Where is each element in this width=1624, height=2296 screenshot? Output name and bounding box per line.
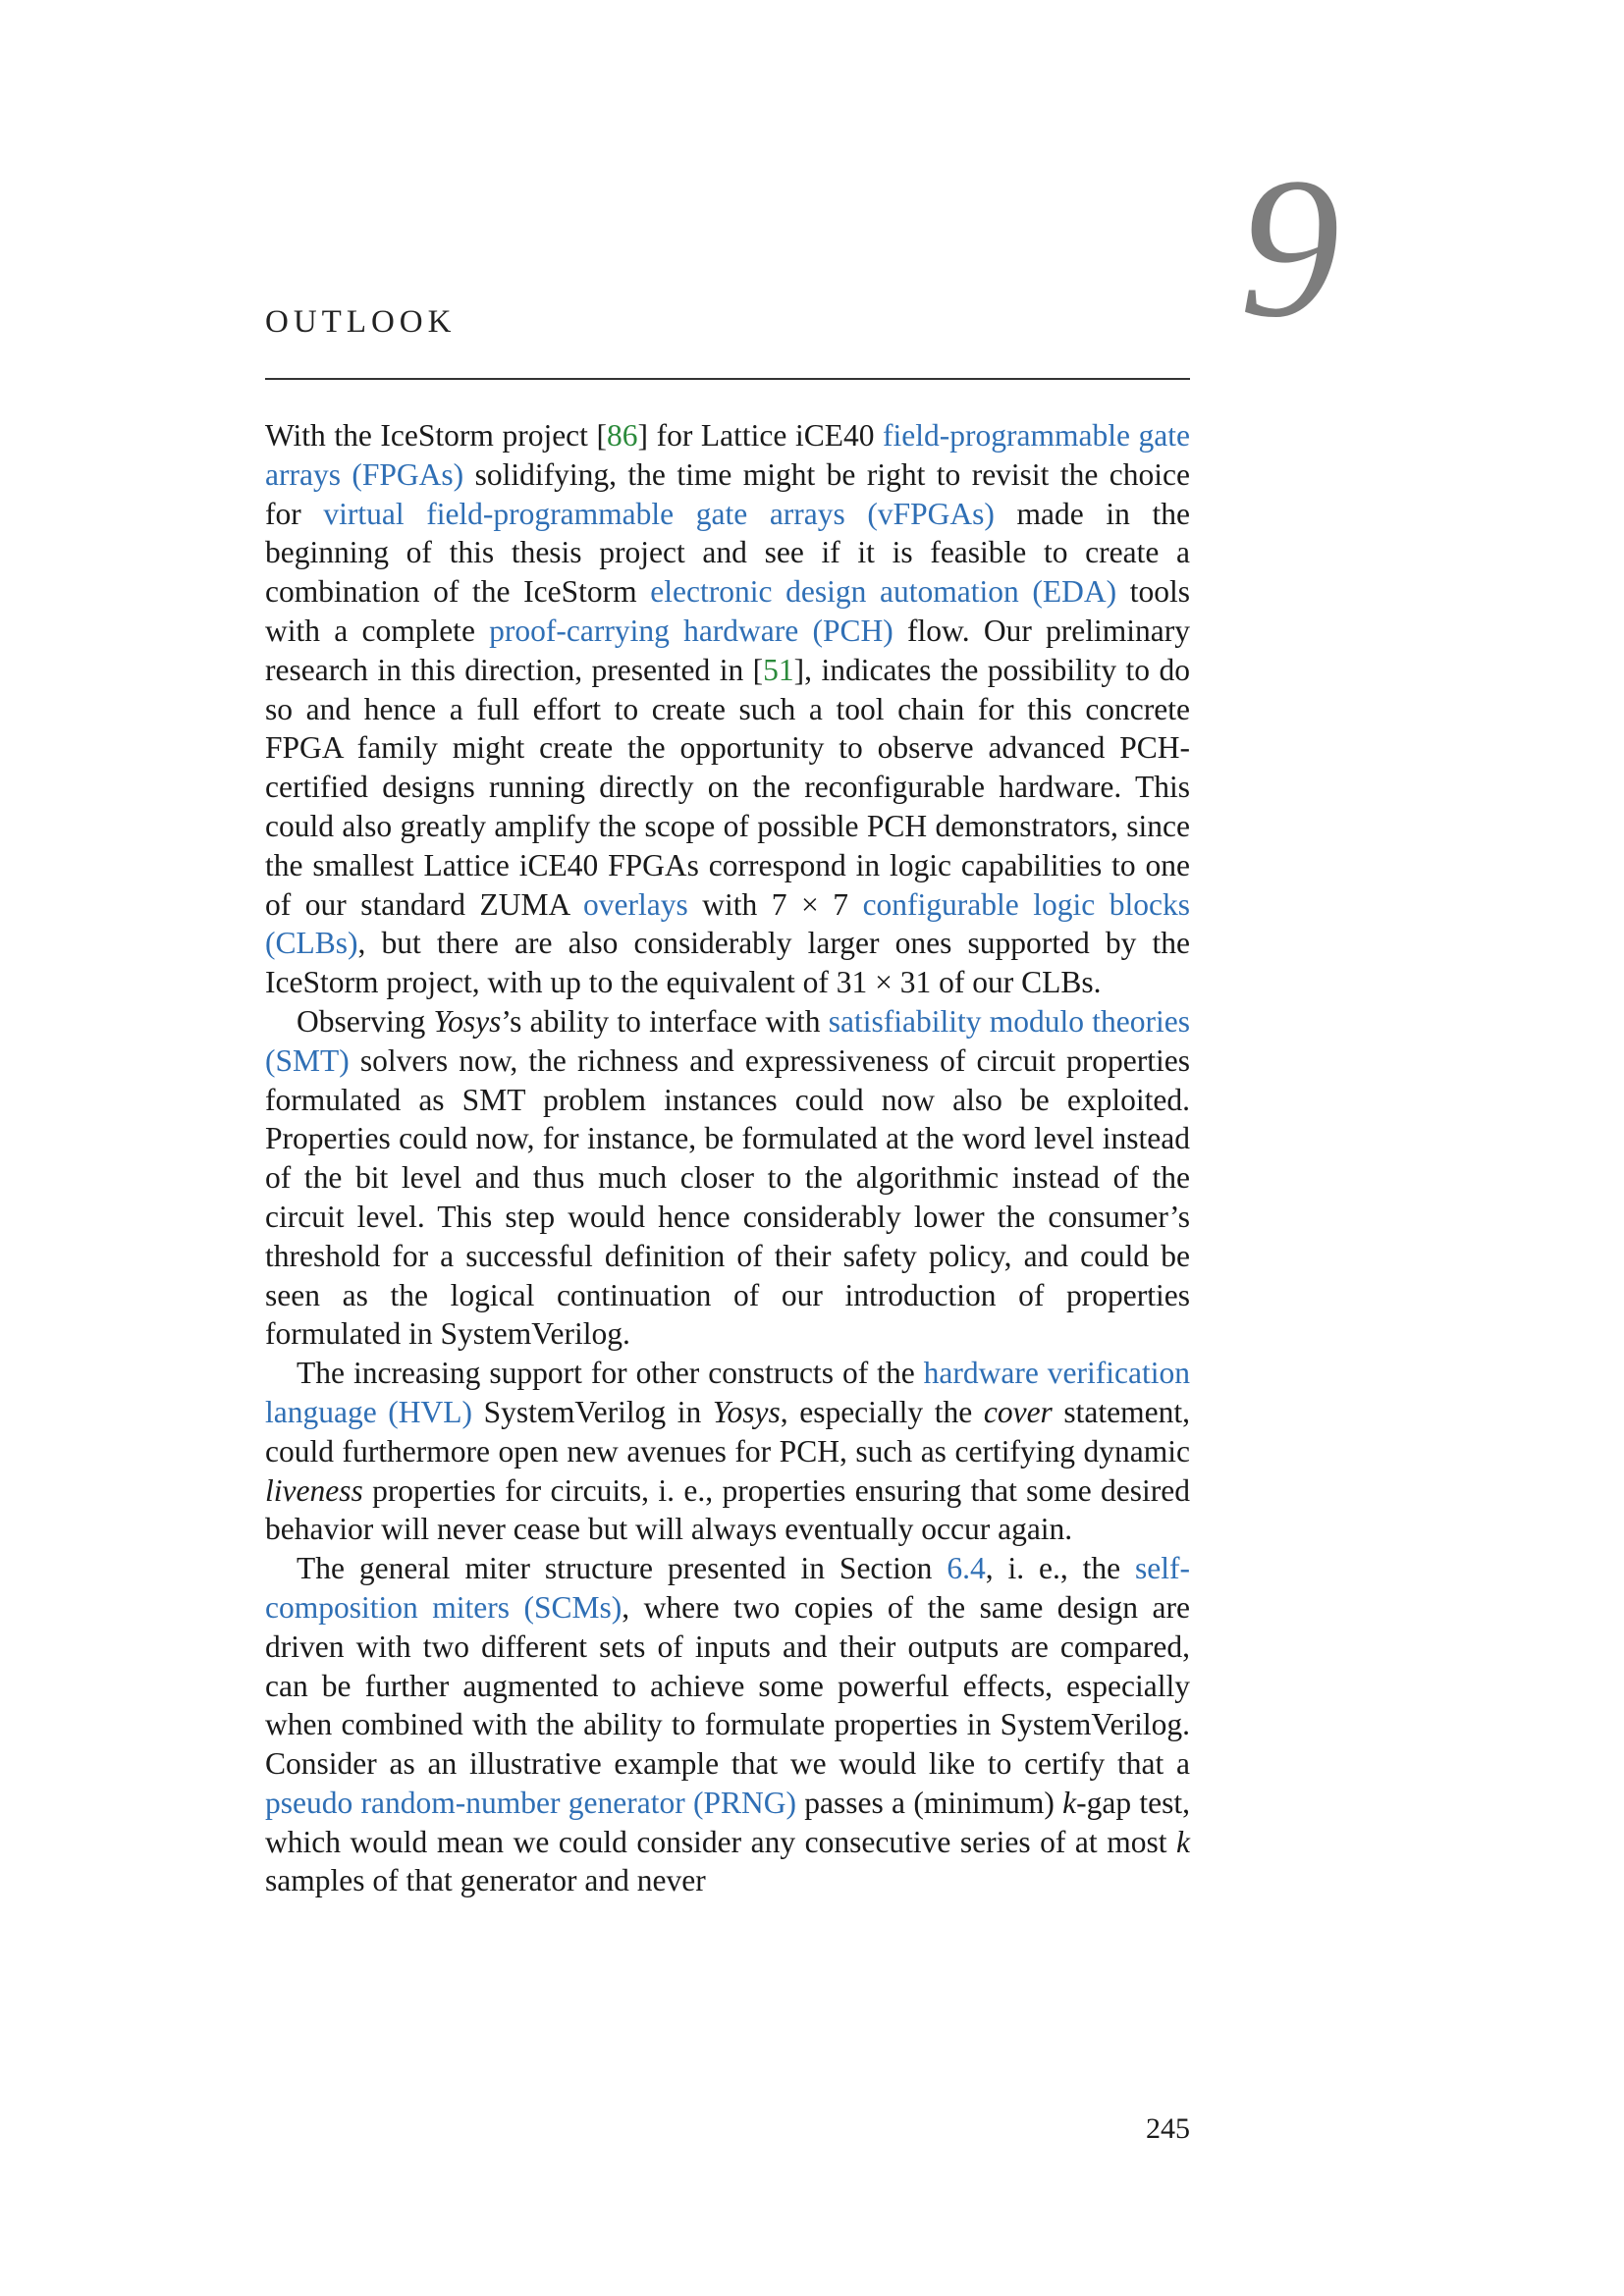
citation-link[interactable]: 86 <box>607 418 638 453</box>
text-run: solidifying, the time might be right to revisit the choice for <box>265 456 1190 531</box>
emphasis: Yosys <box>712 1394 781 1429</box>
acronym-link[interactable]: satisfiability modulo theories (SMT) <box>265 1003 1190 1078</box>
chapter-title: OUTLOOK <box>265 304 457 340</box>
acronym-link[interactable]: hardware verification language (HVL) <box>265 1356 1190 1429</box>
acronym-link[interactable]: virtual field-programmable gate arrays (vFPGAs) <box>323 496 995 531</box>
text-run: flow. Our preliminary research in this direction, presented in [ <box>265 613 1191 687</box>
text-run: tools with a complete <box>265 574 1190 648</box>
text-run: -gap test, which would mean we could consider any consecutive series of at most <box>265 1785 1190 1859</box>
text-run: properties for circuits, i. e., properties ensuring that some desired behavior will never cease but will always eventually occur again. <box>265 1472 1190 1547</box>
chapter-body <box>265 416 1190 1900</box>
section-link[interactable]: 6.4 <box>947 1551 986 1586</box>
citation-link[interactable]: 51 <box>763 652 794 687</box>
text-run: , but there are also considerably larger ones supported by the IceStorm project, with up to the equivalent of 31 × 31 of our CLBs. <box>265 926 1190 1000</box>
page-number: 245 <box>1146 2112 1190 2145</box>
paragraph-4 <box>265 1549 1190 1900</box>
acronym-link[interactable]: pseudo random-number generator (PRNG) <box>265 1785 796 1820</box>
chapter-title-rule <box>265 378 1190 380</box>
text-run: statement, could furthermore open new avenues for PCH, such as certifying dynamic <box>265 1394 1191 1468</box>
text-run: with 7 × 7 <box>687 886 863 922</box>
text-run: Observing <box>297 1003 434 1039</box>
emphasis: cover <box>983 1394 1053 1429</box>
paragraph-1 <box>265 416 1190 1002</box>
acronym-link[interactable]: configurable logic blocks (CLBs) <box>265 886 1191 961</box>
acronym-link[interactable]: electronic design automation (EDA) <box>650 574 1117 610</box>
text-run: The general miter structure presented in Section <box>297 1551 947 1586</box>
acronym-link[interactable]: self-composition miters (SCMs) <box>265 1551 1190 1625</box>
math-variable: k <box>1176 1824 1190 1859</box>
text-run: With the IceStorm project [ <box>265 418 607 453</box>
paragraph-3 <box>265 1354 1190 1549</box>
text-run: passes a (minimum) <box>795 1785 1063 1820</box>
acronym-link[interactable]: overlays <box>583 886 688 922</box>
text-run: ’s ability to interface with <box>501 1003 829 1039</box>
text-run: ], indicates the possibility to do so and hence a full effort to create such a tool chain for this concrete FPGA family might create the opportunity to observe advanced PCH-certified designs running directly on the reconfigurable hardware. This could also greatly amplify the scope of possible PCH demonstrators, since the smallest Lattice iCE40 FPGAs correspond in logic capabilities to one of our standard ZUMA <box>265 652 1190 922</box>
text-run: , where two copies of the same design are driven with two different sets of inputs and their outputs are compared, can be further augmented to achieve some powerful effects, especially when combined with the ability to formulate properties in SystemVerilog. Consider as an illustrative example that we would like to certify that a <box>265 1589 1191 1782</box>
text-run: , i. e., the <box>985 1551 1135 1586</box>
acronym-link[interactable]: field-programmable gate arrays (FPGAs) <box>265 418 1190 492</box>
math-variable: k <box>1062 1785 1077 1820</box>
paragraph-2 <box>265 1002 1190 1354</box>
text-run: samples of that generator and never <box>265 1863 706 1898</box>
text-run: made in the beginning of this thesis project and see if it is feasible to create a combination of the IceStorm <box>265 496 1190 610</box>
emphasis: liveness <box>265 1472 363 1508</box>
text-run: solvers now, the richness and expressiveness of circuit properties formulated as SMT problem instances could now also be exploited. Properties could now, for instance, be formulated at the word level instead of the bit level and thus much closer to the algorithmic instead of the circuit level. This step would hence considerably lower the consumer’s threshold for a successful definition of their safety policy, and could be seen as the logical continuation of our introduction of properties formulated in SystemVerilog. <box>265 1042 1190 1352</box>
acronym-link[interactable]: proof-carrying hardware (PCH) <box>489 613 893 648</box>
text-run: The increasing support for other constructs of the <box>297 1356 924 1391</box>
text-run: , especially the <box>780 1394 984 1429</box>
chapter-number: 9 <box>1239 136 1340 359</box>
emphasis: Yosys <box>433 1003 502 1039</box>
text-run: SystemVerilog in <box>472 1394 713 1429</box>
text-run: ] for Lattice iCE40 <box>637 418 884 453</box>
